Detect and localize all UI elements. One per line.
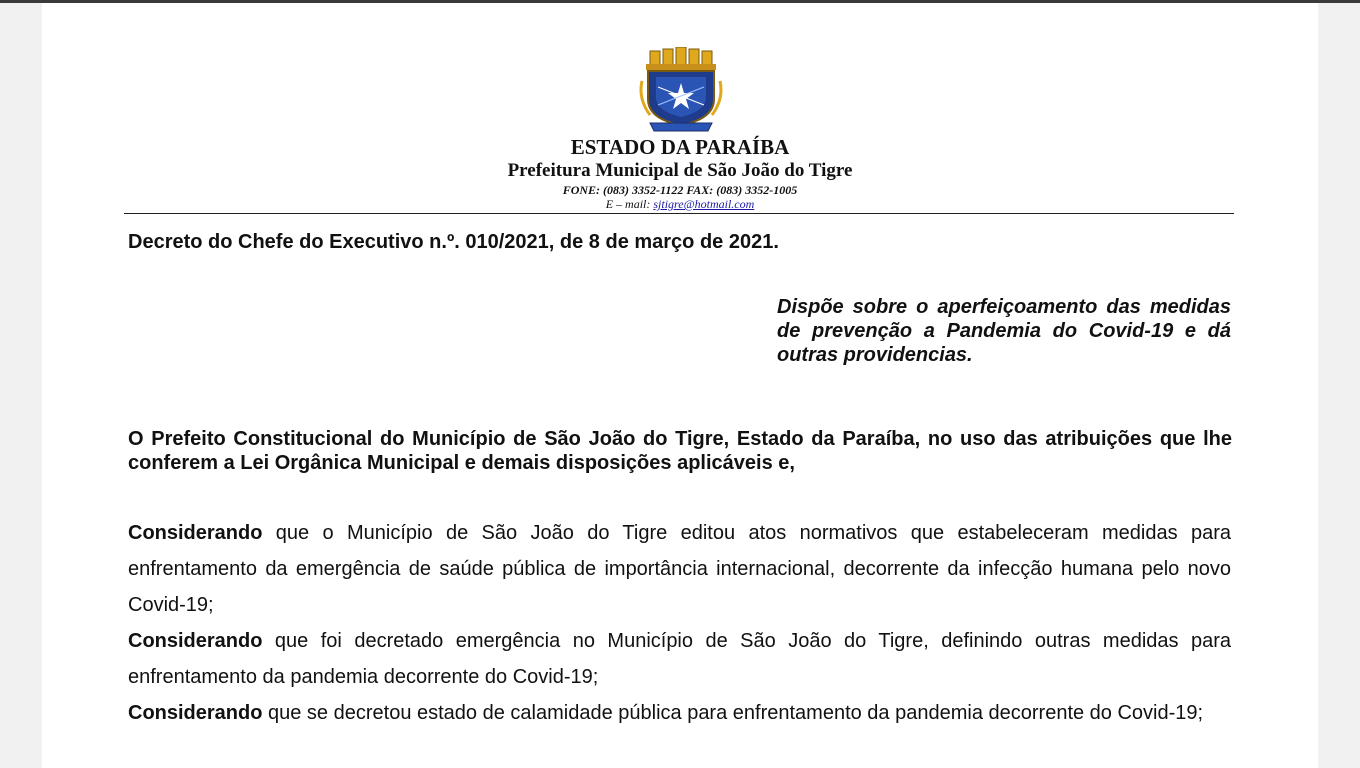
considerando-paragraph xyxy=(128,515,1231,623)
email-link[interactable]: sjtigre@hotmail.com xyxy=(653,197,755,211)
municipal-coat-of-arms-icon xyxy=(636,47,726,133)
considerando-paragraph xyxy=(128,623,1231,695)
email-label: E – mail: xyxy=(605,197,654,211)
considerando-paragraph xyxy=(128,695,1231,731)
decree-title: Decreto do Chefe do Executivo n.º. 010/2021, de 8 de março de 2021. xyxy=(128,231,779,253)
email-line xyxy=(42,197,1318,211)
state-heading: ESTADO DA PARAÍBA xyxy=(570,135,790,159)
decree-preamble: O Prefeito Constitucional do Município de São João do Tigre, Estado da Paraíba, no uso das atribuições que lhe conferem a Lei Orgânica Municipal e demais disposições aplicáveis e, xyxy=(128,428,1232,474)
considerando-text: que foi decretado emergência no Município de São João do Tigre, definindo outras medidas para enfrentamento da pandemia decorrente do Covid-19; xyxy=(128,630,1231,688)
prefecture-heading: Prefeitura Municipal de São João do Tigre xyxy=(507,160,853,181)
header-divider xyxy=(124,213,1234,214)
considerando-keyword: Considerando xyxy=(128,630,263,652)
phone-fax-line: FONE: (083) 3352-1122 FAX: (083) 3352-1005 xyxy=(562,183,798,197)
considerando-keyword: Considerando xyxy=(128,522,263,544)
considerando-text: que se decretou estado de calamidade pública para enfrentamento da pandemia decorrente do Covid-19; xyxy=(262,702,1204,724)
decree-ementa: Dispõe sobre o aperfeiçoamento das medidas de prevenção a Pandemia do Covid-19 e dá outras providencias. xyxy=(777,296,1231,366)
considerando-text: que o Município de São João do Tigre editou atos normativos que estabeleceram medidas para enfrentamento da emergência de saúde pública de importância internacional, decorrente da infecção humana pelo novo Covid-19; xyxy=(128,522,1231,616)
document-page xyxy=(42,3,1318,768)
considerando-keyword: Considerando xyxy=(128,702,263,724)
